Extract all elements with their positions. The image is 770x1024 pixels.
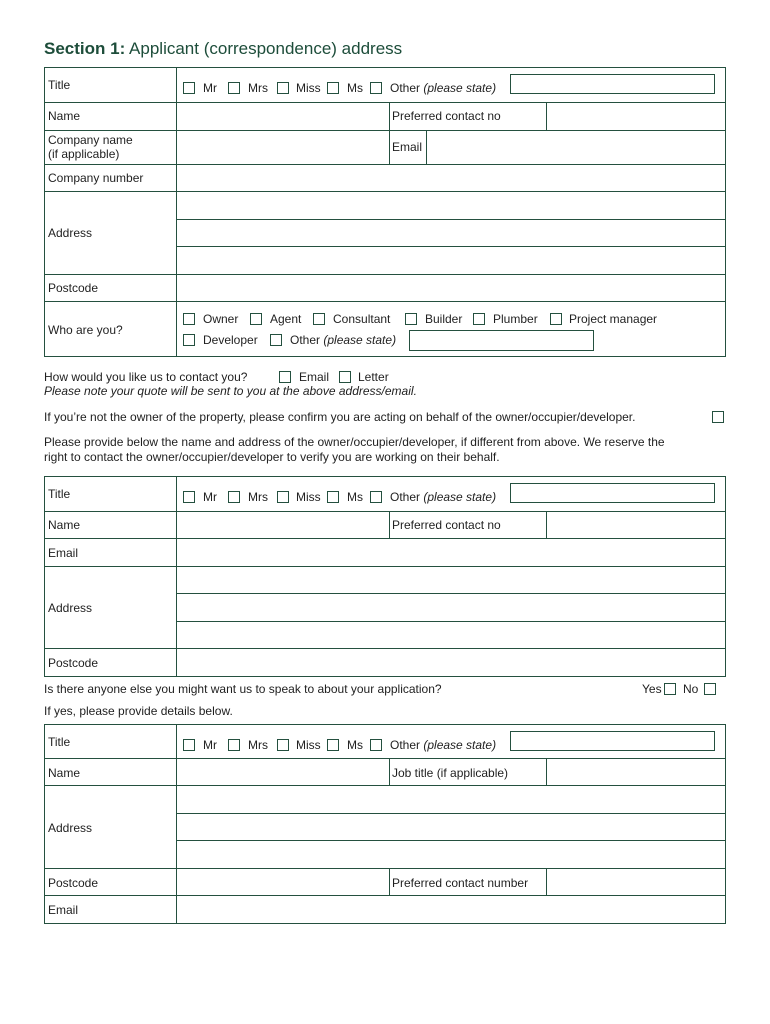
label-project-manager: Project manager bbox=[569, 312, 658, 326]
checkbox-other[interactable] bbox=[370, 82, 382, 94]
label-who-other: Other (please state) bbox=[290, 333, 397, 347]
owner-checkbox-miss[interactable] bbox=[277, 491, 289, 503]
email-input[interactable] bbox=[427, 131, 725, 164]
owner-checkbox-other[interactable] bbox=[370, 491, 382, 503]
other-label-name: Name bbox=[48, 766, 81, 780]
checkbox-owner[interactable] bbox=[183, 313, 195, 325]
who-other-input[interactable] bbox=[409, 330, 594, 351]
title-other-input[interactable] bbox=[510, 74, 715, 94]
other-preferred-contact-input[interactable] bbox=[547, 869, 725, 895]
name-input[interactable] bbox=[177, 103, 389, 130]
other-label-miss: Miss bbox=[296, 738, 321, 752]
label-miss: Miss bbox=[296, 81, 321, 95]
label-postcode: Postcode bbox=[48, 281, 99, 295]
owner-address-line-3[interactable] bbox=[177, 622, 725, 648]
company-number-input[interactable] bbox=[177, 165, 725, 191]
checkbox-builder[interactable] bbox=[405, 313, 417, 325]
owner-address-line-1[interactable] bbox=[177, 567, 725, 593]
owner-label-title: Title bbox=[48, 487, 71, 501]
owner-name-input[interactable] bbox=[177, 512, 389, 538]
owner-label-name: Name bbox=[48, 518, 81, 532]
other-label-preferred-contact: Preferred contact number bbox=[392, 876, 529, 890]
owner-address-line-2[interactable] bbox=[177, 594, 725, 621]
owner-label-postcode: Postcode bbox=[48, 656, 99, 670]
label-mr: Mr bbox=[203, 81, 217, 95]
label-owner: Owner bbox=[203, 312, 239, 326]
other-label-email: Email bbox=[48, 903, 79, 917]
anyone-else-question: Is there anyone else you might want us to speak to about your application? bbox=[44, 682, 442, 696]
checkbox-developer[interactable] bbox=[183, 334, 195, 346]
other-checkbox-mrs[interactable] bbox=[228, 739, 240, 751]
postcode-input[interactable] bbox=[177, 275, 725, 301]
label-title: Title bbox=[48, 78, 71, 92]
checkbox-ms[interactable] bbox=[327, 82, 339, 94]
other-label-address: Address bbox=[48, 821, 93, 835]
label-yes: Yes bbox=[642, 682, 662, 696]
owner-label-mrs: Mrs bbox=[248, 490, 268, 504]
section-title bbox=[44, 39, 402, 59]
label-company-name: Company name bbox=[48, 133, 133, 147]
label-address: Address bbox=[48, 226, 93, 240]
label-company-name-note: (if applicable) bbox=[48, 147, 120, 161]
label-ms: Ms bbox=[347, 81, 363, 95]
provide-details-line-2: right to contact the owner/occupier/developer to verify you are working on their behalf. bbox=[44, 450, 500, 464]
label-name: Name bbox=[48, 109, 81, 123]
other-checkbox-ms[interactable] bbox=[327, 739, 339, 751]
label-preferred-contact: Preferred contact no bbox=[392, 109, 501, 123]
address-line-2[interactable] bbox=[177, 220, 725, 246]
owner-label-email: Email bbox=[48, 546, 79, 560]
owner-postcode-input[interactable] bbox=[177, 649, 725, 676]
label-contact-letter: Letter bbox=[358, 370, 389, 384]
section-heading: Applicant (correspondence) address bbox=[129, 39, 403, 58]
label-consultant: Consultant bbox=[333, 312, 391, 326]
owner-label-preferred-contact: Preferred contact no bbox=[392, 518, 501, 532]
other-job-title-input[interactable] bbox=[547, 759, 725, 785]
owner-preferred-contact-input[interactable] bbox=[547, 512, 725, 538]
company-name-input[interactable] bbox=[177, 131, 389, 164]
label-other: Other (please state) bbox=[390, 81, 497, 95]
label-developer: Developer bbox=[203, 333, 258, 347]
label-agent: Agent bbox=[270, 312, 302, 326]
label-company-number: Company number bbox=[48, 171, 144, 185]
checkbox-project-manager[interactable] bbox=[550, 313, 562, 325]
owner-checkbox-mrs[interactable] bbox=[228, 491, 240, 503]
confirm-behalf-text: If you’re not the owner of the property, please confirm you are acting on behalf of the owner/occupier/developer. bbox=[44, 410, 636, 424]
owner-email-input[interactable] bbox=[177, 539, 725, 566]
other-label-other: Other (please state) bbox=[390, 738, 497, 752]
owner-label-ms: Ms bbox=[347, 490, 363, 504]
label-who-are-you: Who are you? bbox=[48, 323, 123, 337]
other-postcode-input[interactable] bbox=[177, 869, 389, 895]
checkbox-confirm-behalf[interactable] bbox=[712, 411, 724, 423]
other-name-input[interactable] bbox=[177, 759, 389, 785]
other-checkbox-miss[interactable] bbox=[277, 739, 289, 751]
owner-checkbox-mr[interactable] bbox=[183, 491, 195, 503]
label-builder: Builder bbox=[425, 312, 463, 326]
other-label-job-title: Job title (if applicable) bbox=[392, 766, 509, 780]
other-address-line-3[interactable] bbox=[177, 841, 725, 868]
address-line-3[interactable] bbox=[177, 247, 725, 274]
checkbox-contact-letter[interactable] bbox=[339, 371, 351, 383]
label-mrs: Mrs bbox=[248, 81, 268, 95]
owner-checkbox-ms[interactable] bbox=[327, 491, 339, 503]
other-label-mrs: Mrs bbox=[248, 738, 268, 752]
other-address-line-1[interactable] bbox=[177, 786, 725, 813]
provide-details-line-1: Please provide below the name and address of the owner/occupier/developer, if different from above. We reserve the bbox=[44, 435, 665, 449]
owner-label-miss: Miss bbox=[296, 490, 321, 504]
other-checkbox-other[interactable] bbox=[370, 739, 382, 751]
checkbox-plumber[interactable] bbox=[473, 313, 485, 325]
other-label-postcode: Postcode bbox=[48, 876, 99, 890]
checkbox-miss[interactable] bbox=[277, 82, 289, 94]
checkbox-who-other[interactable] bbox=[270, 334, 282, 346]
checkbox-consultant[interactable] bbox=[313, 313, 325, 325]
if-yes-instruction: If yes, please provide details below. bbox=[44, 704, 233, 718]
other-address-line-2[interactable] bbox=[177, 814, 725, 840]
quote-note: Please note your quote will be sent to you at the above address/email. bbox=[44, 384, 417, 398]
owner-label-mr: Mr bbox=[203, 490, 217, 504]
checkbox-agent[interactable] bbox=[250, 313, 262, 325]
preferred-contact-input[interactable] bbox=[547, 103, 725, 130]
owner-title-other-input[interactable] bbox=[510, 483, 715, 503]
label-contact-email: Email bbox=[299, 370, 330, 384]
owner-label-other: Other (please state) bbox=[390, 490, 497, 504]
other-label-ms: Ms bbox=[347, 738, 363, 752]
other-checkbox-mr[interactable] bbox=[183, 739, 195, 751]
checkbox-no[interactable] bbox=[704, 683, 716, 695]
label-no: No bbox=[683, 682, 699, 696]
label-email: Email bbox=[392, 140, 423, 154]
label-plumber: Plumber bbox=[493, 312, 538, 326]
other-title-other-input[interactable] bbox=[510, 731, 715, 751]
other-label-title: Title bbox=[48, 735, 71, 749]
section-number: Section 1: bbox=[44, 39, 126, 58]
address-line-1[interactable] bbox=[177, 192, 725, 219]
owner-label-address: Address bbox=[48, 601, 93, 615]
contact-method-question: How would you like us to contact you? bbox=[44, 370, 248, 384]
checkbox-contact-email[interactable] bbox=[279, 371, 291, 383]
checkbox-yes[interactable] bbox=[664, 683, 676, 695]
other-label-mr: Mr bbox=[203, 738, 217, 752]
checkbox-mrs[interactable] bbox=[228, 82, 240, 94]
other-email-input[interactable] bbox=[177, 896, 725, 923]
checkbox-mr[interactable] bbox=[183, 82, 195, 94]
